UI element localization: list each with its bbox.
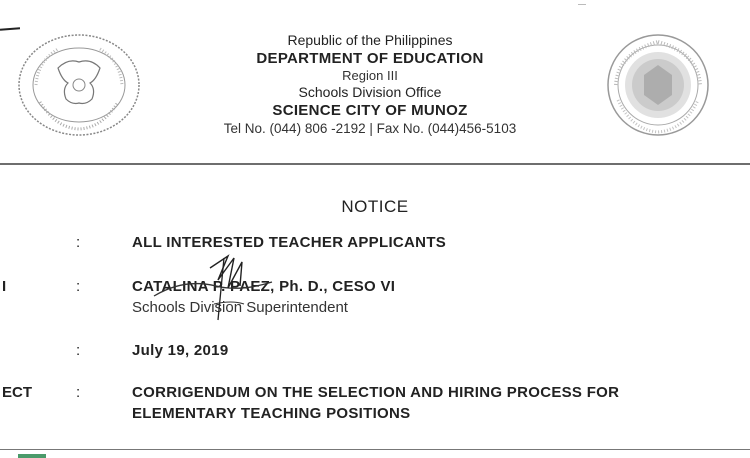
scan-speck [578,4,586,5]
from-colon: : [76,278,81,295]
subject-line-2: ELEMENTARY TEACHING POSITIONS [132,405,411,422]
letterhead-contact: Tel No. (044) 806 -2192 | Fax No. (044)456-5103 [223,121,517,136]
subject-line-1: CORRIGENDUM ON THE SELECTION AND HIRING PROCESS FOR [132,384,620,401]
from-name: CATALINA P. PAEZ, Ph. D., CESO VI [132,278,396,295]
letterhead-department: DEPARTMENT OF EDUCATION [256,50,484,67]
header-divider [0,163,750,165]
letterhead-republic: Republic of the Philippines [287,32,453,48]
subject-colon: : [76,384,81,401]
deped-seal-icon [604,30,712,140]
to-colon: : [76,234,81,251]
handwritten-signature [150,248,280,328]
date-value: July 19, 2019 [132,342,229,359]
letterhead [150,32,590,138]
from-label: I [2,278,7,295]
notice-title: NOTICE [341,197,409,216]
green-edge-mark [18,454,46,458]
from-title: Schools Division Superintendent [132,299,348,316]
letterhead-region: Region III [342,68,398,83]
letterhead-office: Schools Division Office [298,84,442,100]
footer-divider [0,449,750,450]
to-value: ALL INTERESTED TEACHER APPLICANTS [132,234,447,251]
date-colon: : [76,342,81,359]
subject-label: ECT [2,384,32,401]
division-seal-icon [14,30,144,140]
letterhead-city: SCIENCE CITY OF MUNOZ [272,102,468,119]
